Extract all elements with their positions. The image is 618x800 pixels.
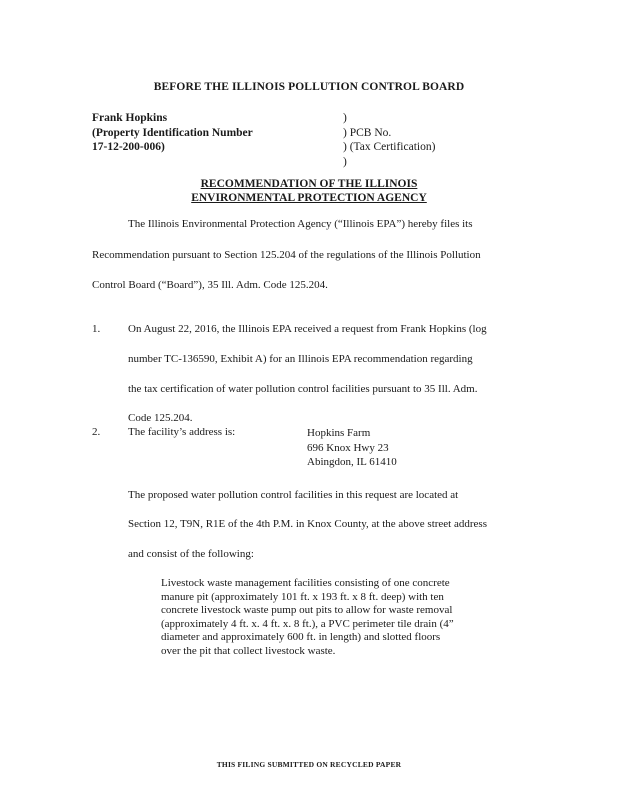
item1-line: the tax certification of water pollution control facilities pursuant to 35 Ill. Adm.	[128, 383, 478, 395]
caption-case-info	[343, 111, 435, 169]
address-line: Abingdon, IL 61410	[307, 456, 397, 468]
item1-line: Code 125.204.	[128, 412, 193, 424]
caption-tax-certification: ) (Tax Certification)	[343, 141, 436, 153]
intro-line: Recommendation pursuant to Section 125.204 of the regulations of the Illinois Pollution	[92, 249, 481, 261]
address-line: Hopkins Farm	[307, 427, 371, 439]
facility-description	[161, 577, 531, 658]
facility-address	[307, 426, 397, 470]
item-number: 1.	[92, 323, 101, 335]
page-title: BEFORE THE ILLINOIS POLLUTION CONTROL BOARD	[153, 81, 465, 93]
description-line: concrete livestock waste pump out pits to allow for waste removal	[161, 604, 453, 616]
footer-note: THIS FILING SUBMITTED ON RECYCLED PAPER	[216, 760, 402, 769]
caption-petitioner-name: Frank Hopkins	[92, 112, 168, 124]
recommendation-heading-line: ENVIRONMENTAL PROTECTION AGENCY	[191, 192, 427, 204]
caption-bracket: )	[343, 155, 347, 168]
description-line: manure pit (approximately 101 ft. x 193 ft. x 8 ft. deep) with ten	[161, 590, 444, 603]
caption-petitioner	[92, 111, 253, 155]
address-line: 696 Knox Hwy 23	[307, 441, 389, 454]
description-line: over the pit that collect livestock waste.	[161, 644, 336, 657]
item2-line: The proposed water pollution control facilities in this request are located at	[128, 489, 459, 501]
caption-property-id-label: (Property Identification Number	[92, 126, 253, 139]
address-label: The facility’s address is:	[128, 426, 236, 438]
recommendation-heading	[0, 177, 618, 205]
description-line: Livestock waste management facilities consisting of one concrete	[161, 577, 450, 589]
caption-bracket: )	[343, 112, 347, 124]
description-line: diameter and approximately 600 ft. in length) and slotted floors	[161, 631, 441, 643]
item-number: 2.	[92, 426, 101, 438]
caption-property-id-number: 17-12-200-006)	[92, 141, 165, 153]
recommendation-heading-line: RECOMMENDATION OF THE ILLINOIS	[200, 178, 418, 190]
caption-pcb-number: ) PCB No.	[343, 126, 392, 139]
intro-line: Control Board (“Board”), 35 Ill. Adm. Code 125.204.	[92, 279, 328, 291]
item2-line: and consist of the following:	[128, 548, 254, 560]
item1-line: On August 22, 2016, the Illinois EPA received a request from Frank Hopkins (log	[128, 323, 487, 335]
intro-line: The Illinois Environmental Protection Agency (“Illinois EPA”) hereby files its	[128, 218, 473, 230]
item2-line: Section 12, T9N, R1E of the 4th P.M. in Knox County, at the above street address	[128, 518, 487, 530]
description-line: (approximately 4 ft. x. 4 ft. x. 8 ft.), a PVC perimeter tile drain (4”	[161, 617, 454, 630]
item1-line: number TC-136590, Exhibit A) for an Illinois EPA recommendation regarding	[128, 353, 473, 365]
